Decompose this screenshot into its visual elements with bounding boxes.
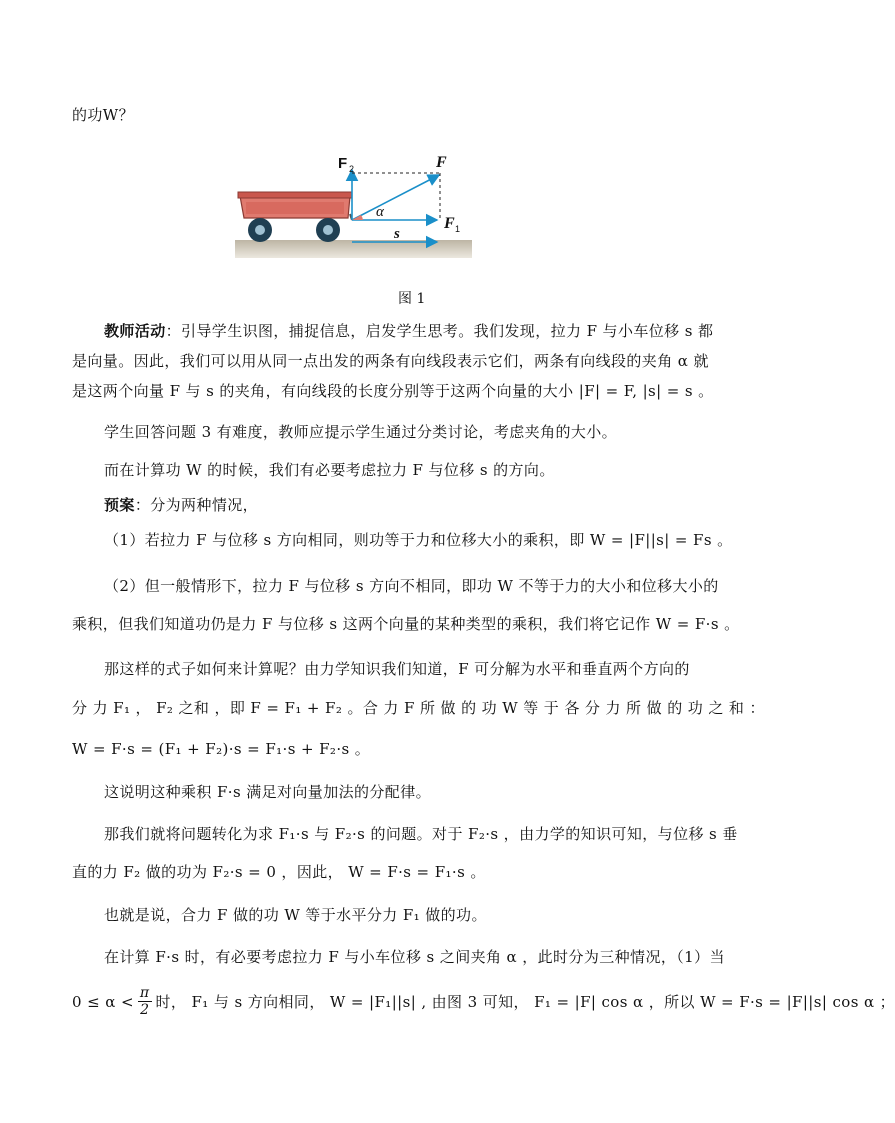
text-span: ：分为两种情况， <box>134 496 259 514</box>
label-F2: F <box>338 155 348 172</box>
label-s: s <box>394 226 400 242</box>
text-line: 是这两个向量 F 与 s 的夹角，有向线段的长度分别等于这两个向量的大小 |F| = F, |s| = s 。 <box>72 382 714 400</box>
label-F: F <box>436 154 447 171</box>
bold-label: 预案 <box>104 496 135 514</box>
label-F2-sub: 2 <box>349 164 355 174</box>
bold-label: 教师活动 <box>104 322 166 340</box>
label-F1-sub: 1 <box>455 224 461 234</box>
text-line: （1）若拉力 F 与位移 s 方向相同，则功等于力和位移大小的乘积，即 W = |F||s| = Fs 。 <box>104 531 733 549</box>
text-line: W = F·s = (F₁ + F₂)·s = F₁·s + F₂·s 。 <box>72 740 371 758</box>
text-line: （2）但一般情形下，拉力 F 与位移 s 方向不相同，即功 W 不等于力的大小和位移大小的 <box>104 577 719 595</box>
text-line: 这说明这种乘积 F·s 满足对向量加法的分配律。 <box>104 783 432 801</box>
cart-force-diagram <box>232 148 472 263</box>
text-line <box>104 320 713 341</box>
text-span: 时， F₁ 与 s 方向相同， W = |F₁||s| , 由图 3 可知， F₁ = |F| cos α ，所以 W = F·s = |F||s| cos α ； <box>155 993 895 1011</box>
text-line: 那我们就将问题转化为求 F₁·s 与 F₂·s 的问题。对于 F₂·s ，由力学的知识可知，与位移 s 垂 <box>104 825 738 843</box>
label-F1: F <box>444 215 455 232</box>
text-line: 而在计算功 W 的时候，我们有必要考虑拉力 F 与位移 s 的方向。 <box>104 461 555 479</box>
fraction-denominator: 2 <box>140 1002 150 1018</box>
F-vector <box>352 175 439 220</box>
text-line: 在计算 F·s 时，有必要考虑拉力 F 与小车位移 s 之间夹角 α ，此时分为三种情况，（1）当 <box>104 948 725 966</box>
fraction <box>138 985 152 1018</box>
text-span: ：引导学生识图，捕捉信息，启发学生思考。我们发现，拉力 F 与小车位移 s 都 <box>165 322 714 340</box>
label-alpha: α <box>376 204 384 220</box>
text-line <box>104 494 258 515</box>
text-span: 0 ≤ α < <box>72 992 134 1011</box>
text-line: 乘积，但我们知道功仍是力 F 与位移 s 这两个向量的某种类型的乘积，我们将它记作 W = F·s 。 <box>72 615 740 633</box>
text-line <box>72 985 895 1018</box>
text-line: 那这样的式子如何来计算呢？由力学知识我们知道，F 可分解为水平和垂直两个方向的 <box>104 660 690 678</box>
angle-marker <box>352 215 363 220</box>
text-line: 是向量。因此，我们可以用从同一点出发的两条有向线段表示它们，两条有向线段的夹角 α 就 <box>72 352 709 370</box>
text-line: 也就是说，合力 F 做的功 W 等于水平分力 F₁ 做的功。 <box>104 906 487 924</box>
figure-caption: 图 1 <box>398 291 426 307</box>
fraction-numerator: π <box>139 985 150 1001</box>
text-line: 的功W？ <box>72 106 135 124</box>
text-line: 直的力 F₂ 做的功为 F₂·s = 0 ，因此， W = F·s = F₁·s 。 <box>72 863 486 881</box>
text-line: 分 力 F₁ ， F₂ 之和 ，即 F = F₁ + F₂ 。合 力 F 所 做 的 功 W 等 于 各 分 力 所 做 的 功 之 和 ： <box>72 699 765 717</box>
text-line: 学生回答问题 3 有难度，教师应提示学生通过分类讨论，考虑夹角的大小。 <box>104 423 618 441</box>
cart <box>238 192 352 242</box>
